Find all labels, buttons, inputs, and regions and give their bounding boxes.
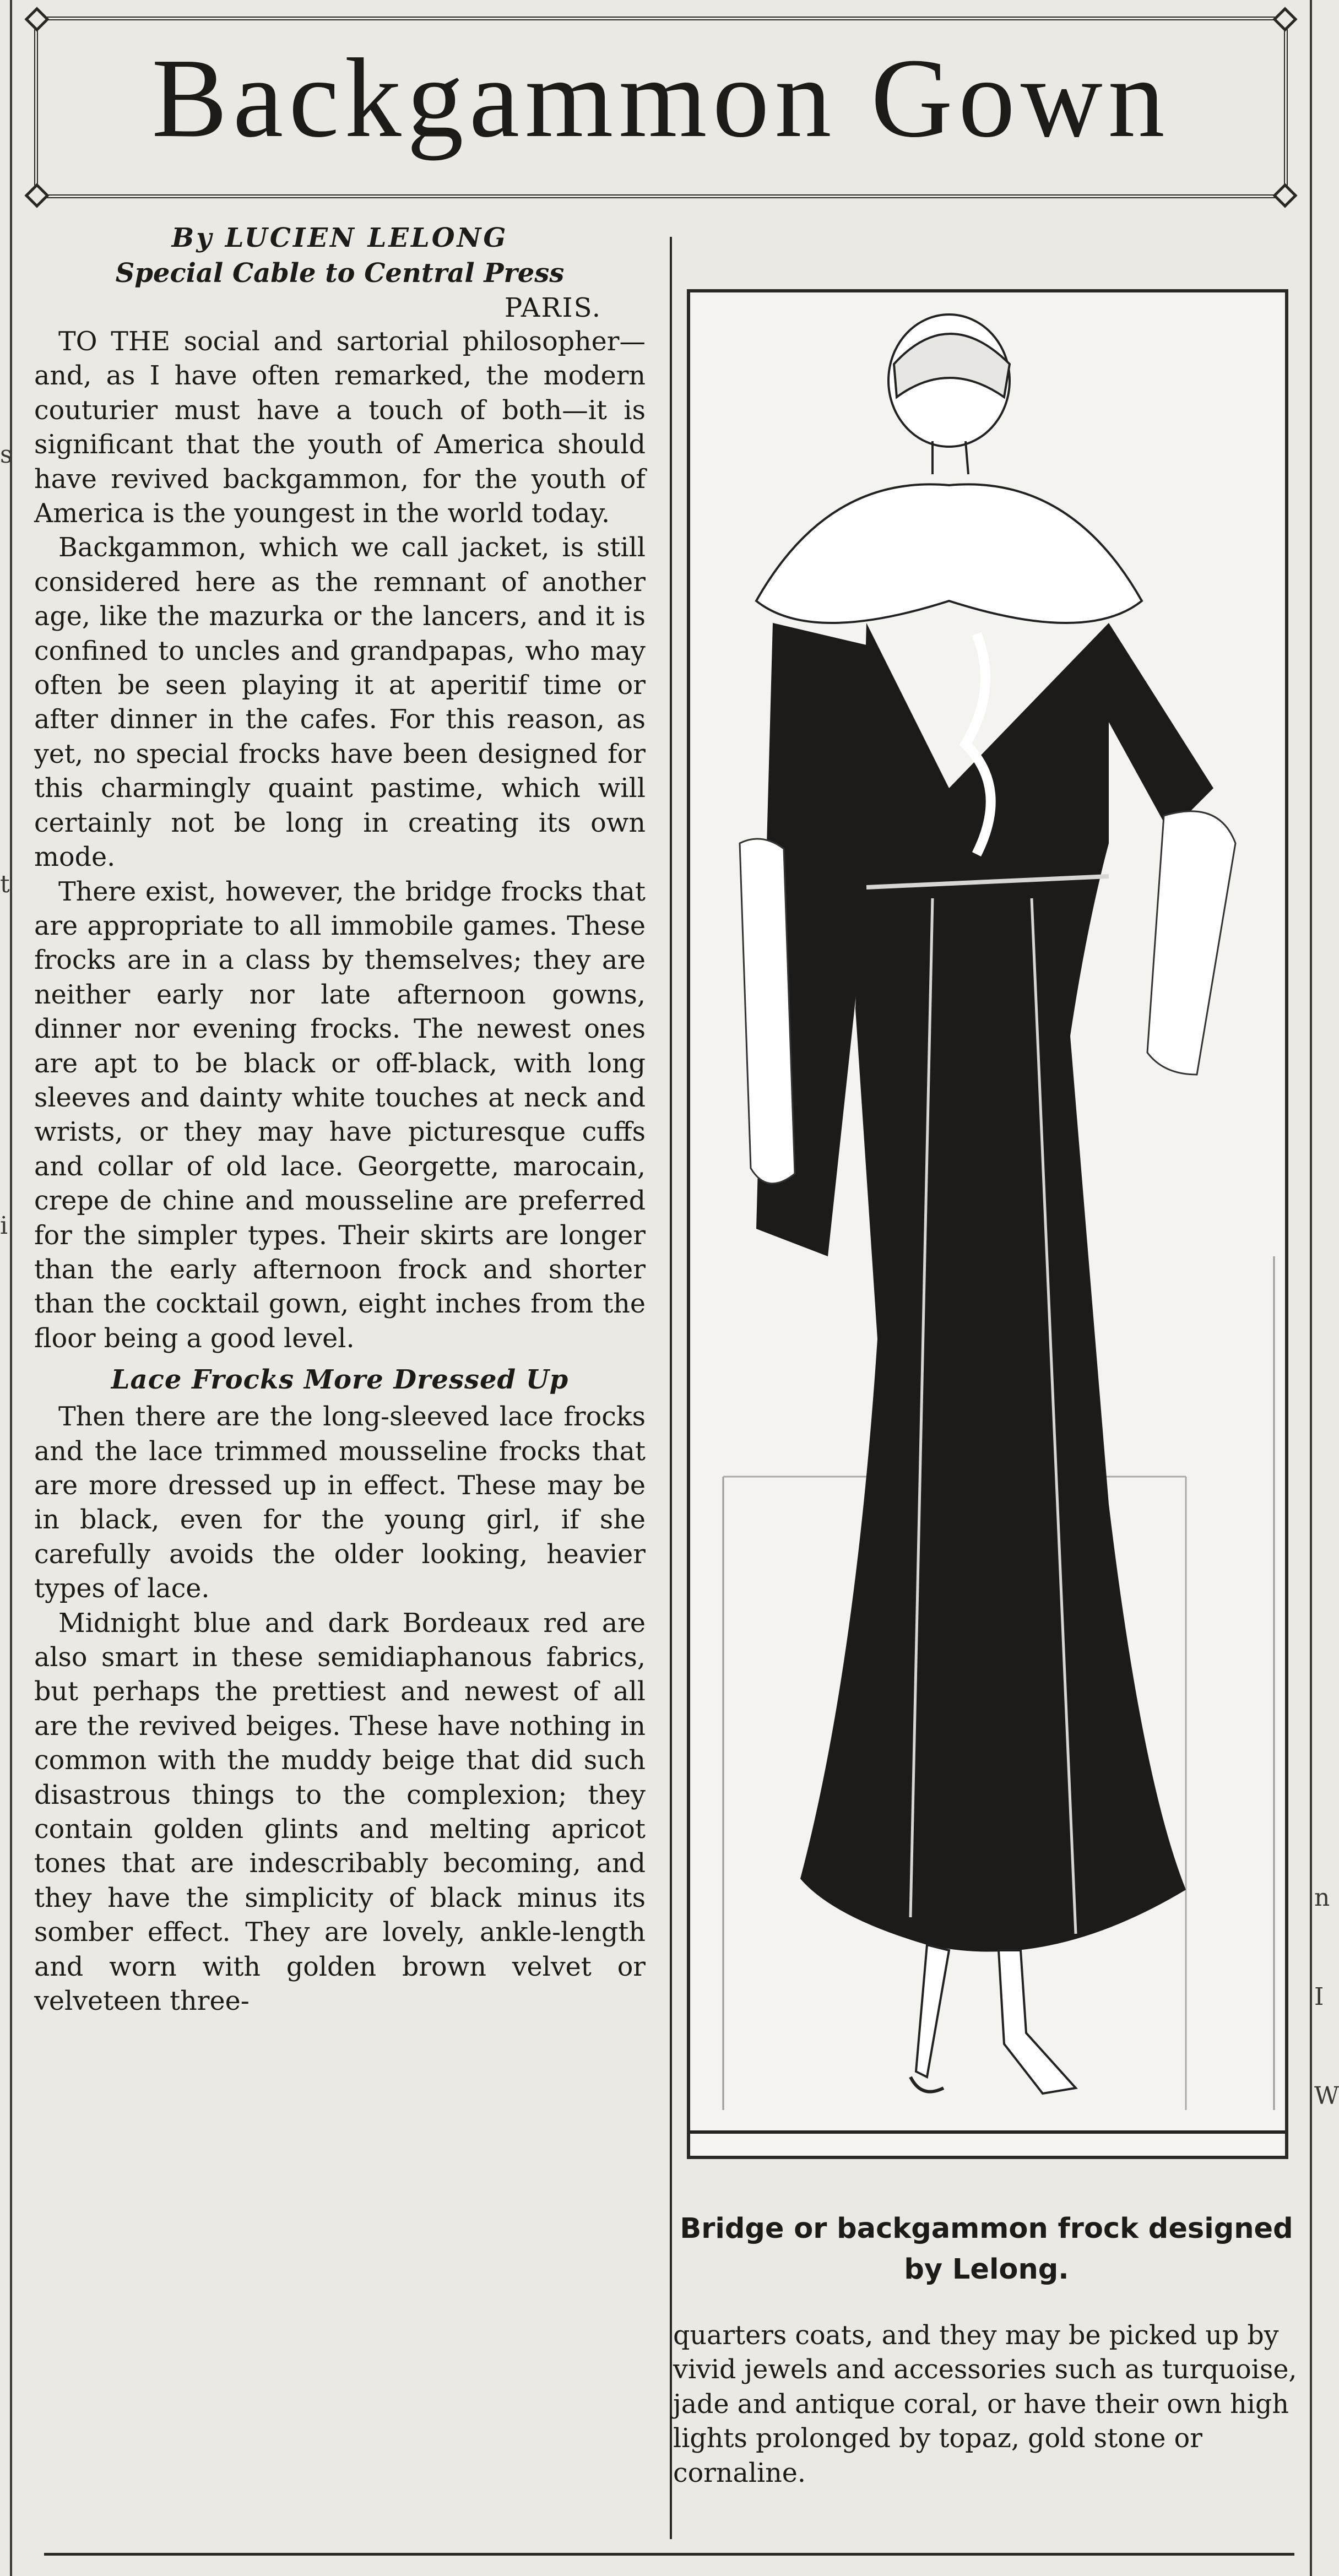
margin-fragment: t bbox=[0, 870, 10, 898]
bottom-rule bbox=[44, 2553, 1294, 2556]
article-paragraph: Then there are the long-sleeved lace frocks and the lace trimmed mousseline frocks that are more dressed up in effect. These may be in black, even for the young girl, if she carefully avoids the older looking, heavier types of lace. bbox=[34, 1402, 646, 1604]
margin-fragment: i bbox=[0, 1212, 8, 1240]
wire-source: Special Cable to Central Press bbox=[115, 258, 565, 289]
illustration-caption: Bridge or backgammon frock designed by Lelong. bbox=[680, 2212, 1293, 2286]
margin-fragment: I bbox=[1314, 1983, 1324, 2011]
headline: Backgammon Gown bbox=[151, 35, 1170, 161]
article-continuation: quarters coats, and they may be picked up by vivid jewels and accessories such as turquoise, jade and antique coral, or have their own high lights prolonged by topaz, gold stone or cornaline. bbox=[673, 2320, 1297, 2488]
margin-fragment: n bbox=[1314, 1884, 1330, 1912]
page-edge-left bbox=[10, 0, 12, 2576]
margin-fragment: s bbox=[0, 441, 13, 469]
corner-ornament-top-left bbox=[24, 7, 49, 31]
corner-ornament-bottom-right bbox=[1272, 183, 1297, 208]
article-column-right bbox=[673, 2319, 1300, 2491]
article-paragraph: Backgammon, which we call jacket, is still considered here as the remnant of another age, like the mazurka or the lancers, and it is confined to uncles and grandpapas, who may often be seen playing it at aperitif time or after dinner in the cafes. For this reason, as yet, no special frocks have been designed for this charmingly quaint pastime, which will certainly not be long in creating its own mode. bbox=[34, 533, 646, 873]
page-edge-right bbox=[1310, 0, 1312, 2576]
article-paragraph: Midnight blue and dark Bordeaux red are also smart in these semidiaphanous fabrics, but perhaps the prettiest and newest of all are the revived beiges. These have nothing in common with the muddy beige that did such disastrous things to the complexion; they contain golden glints and melting apricot tones that are indescribably becoming, and they have the simplicity of black minus its somber effect. They are lovely, ankle-length and worn with golden brown velvet or velveteen three- bbox=[34, 1608, 646, 2017]
corner-ornament-top-right bbox=[1272, 7, 1297, 31]
headline-box bbox=[34, 17, 1288, 198]
frock-sketch-image bbox=[690, 292, 1285, 2156]
subhead: Lace Frocks More Dressed Up bbox=[111, 1364, 569, 1396]
article-paragraph: There exist, however, the bridge frocks that are appropriate to all immobile games. These frocks are in a class by themselves; they are neither early nor late afternoon gowns, dinner nor evening frocks. The newest ones are apt to be black or off-black, with long sleeves and dainty white touches at neck and wrists, or they may have picturesque cuffs and collar of old lace. Georgette, marocain, crepe de chine and mousseline are preferred for the simpler types. Their skirts are longer than the early afternoon frock and shorter than the cocktail gown, eight inches from the floor being a good level. bbox=[34, 876, 646, 1354]
corner-ornament-bottom-left bbox=[24, 183, 49, 208]
dateline: PARIS. bbox=[504, 292, 601, 323]
article-paragraph: TO THE social and sartorial philosopher—and, as I have often remarked, the modern couturier must have a touch of both—it is significant that the youth of America should have revived backgammon, for the youth of America is the youngest in the world today. bbox=[34, 327, 646, 529]
margin-fragment: W bbox=[1314, 2082, 1339, 2110]
column-rule bbox=[670, 237, 672, 2539]
fashion-illustration bbox=[687, 289, 1288, 2159]
article-column-left bbox=[34, 220, 646, 2019]
byline: By LUCIEN LELONG bbox=[171, 223, 508, 253]
